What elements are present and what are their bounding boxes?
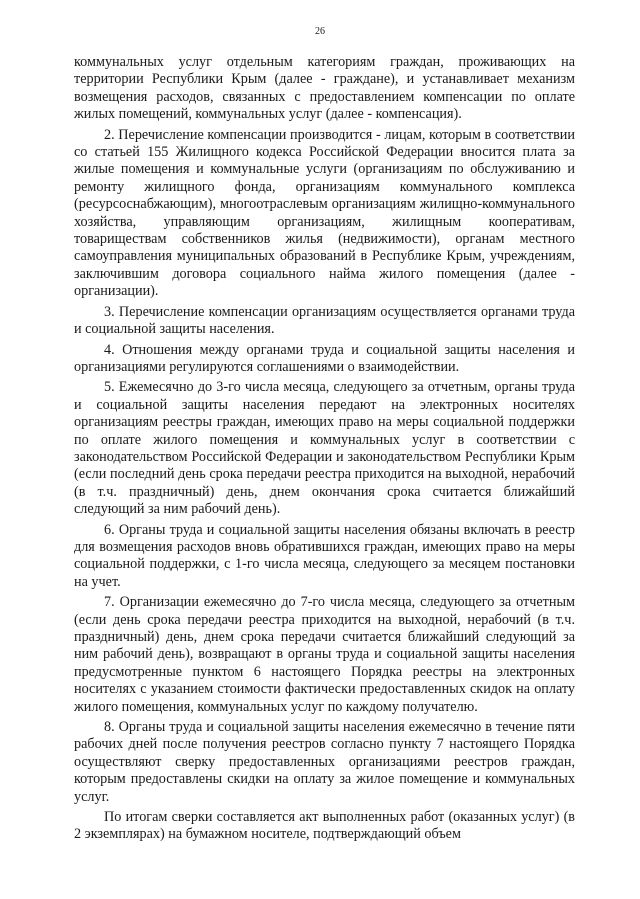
paragraph-2: 2. Перечисление компенсации производится - лицам, которым в соответствии со статьей 155 Жилищного кодекса Российской Федерации вносится плата за жилые помещения и коммунальные услуги (организациям по обслуживанию и ремонту жилищного фонда, организациям коммунального комплекса (ресурсоснабжающим), многоотраслевым организациям жилищно-коммунального хозяйства, управляющим организациям, жилищным кооперативам, товариществам собственников жилья (недвижимости), органам местного самоуправления муниципальных образований в Республике Крым, учреждениям, заключившим договора социального найма жилого помещения (далее - организации). (74, 126, 575, 300)
paragraph-1-continuation: коммунальных услуг отдельным категориям граждан, проживающих на территории Республики Крым (далее - граждане), и устанавливает механизм возмещения расходов, связанных с предоставлением компенсации по оплате жилых помещений, коммунальных услуг (далее - компенсация). (74, 54, 575, 123)
paragraph-5: 5. Ежемесячно до 3-го числа месяца, следующего за отчетным, органы труда и социальной защиты населения передают на электронных носителях организациям реестры граждан, имеющих право на меры социальной поддержки по оплате жилого помещения и коммунальных услуг в соответствии с законодательством Российской Федерации и законодательством Республики Крым (если последний день срока передачи реестра приходится на выходной, нерабочий (в т.ч. праздничный) день, днем окончания срока считается ближайший следующий за ним рабочий день). (74, 379, 575, 518)
paragraph-4: 4. Отношения между органами труда и социальной защиты населения и организациями регулируются соглашениями о взаимодействии. (74, 341, 575, 375)
paragraph-reconciliation: По итогам сверки составляется акт выполненных работ (оказанных услуг) (в 2 экземплярах) на бумажном носителе, подтверждающий объем (74, 809, 575, 843)
document-body (74, 54, 575, 847)
paragraph-6: 6. Органы труда и социальной защиты населения обязаны включать в реестр для возмещения расходов вновь обратившихся граждан, имеющих право на меры социальной поддержки, с 1-го числа месяца, следующего за месяцем постановки на учет. (74, 521, 575, 590)
page-number: 26 (315, 26, 325, 37)
paragraph-7: 7. Организации ежемесячно до 7-го числа месяца, следующего за отчетным (если день срока передачи реестра приходится на выходной, нерабочий (в т.ч. праздничный) день, днем срока передачи считается ближайший следующий за ним рабочий день), возвращают в органы труда и социальной защиты населения предусмотренные пунктом 6 настоящего Порядка реестры на электронных носителях с указанием стоимости фактически предоставленных скидок на оплату жилого помещения, коммунальных услуг по каждому получателю. (74, 594, 575, 715)
paragraph-8: 8. Органы труда и социальной защиты населения ежемесячно в течение пяти рабочих дней после получения реестров согласно пункту 7 настоящего Порядка осуществляют сверку предоставленных организациями реестров граждан, которым предоставлены скидки на оплату за жилое помещение и коммунальных услуг. (74, 719, 575, 805)
paragraph-3: 3. Перечисление компенсации организациям осуществляется органами труда и социальной защиты населения. (74, 303, 575, 338)
